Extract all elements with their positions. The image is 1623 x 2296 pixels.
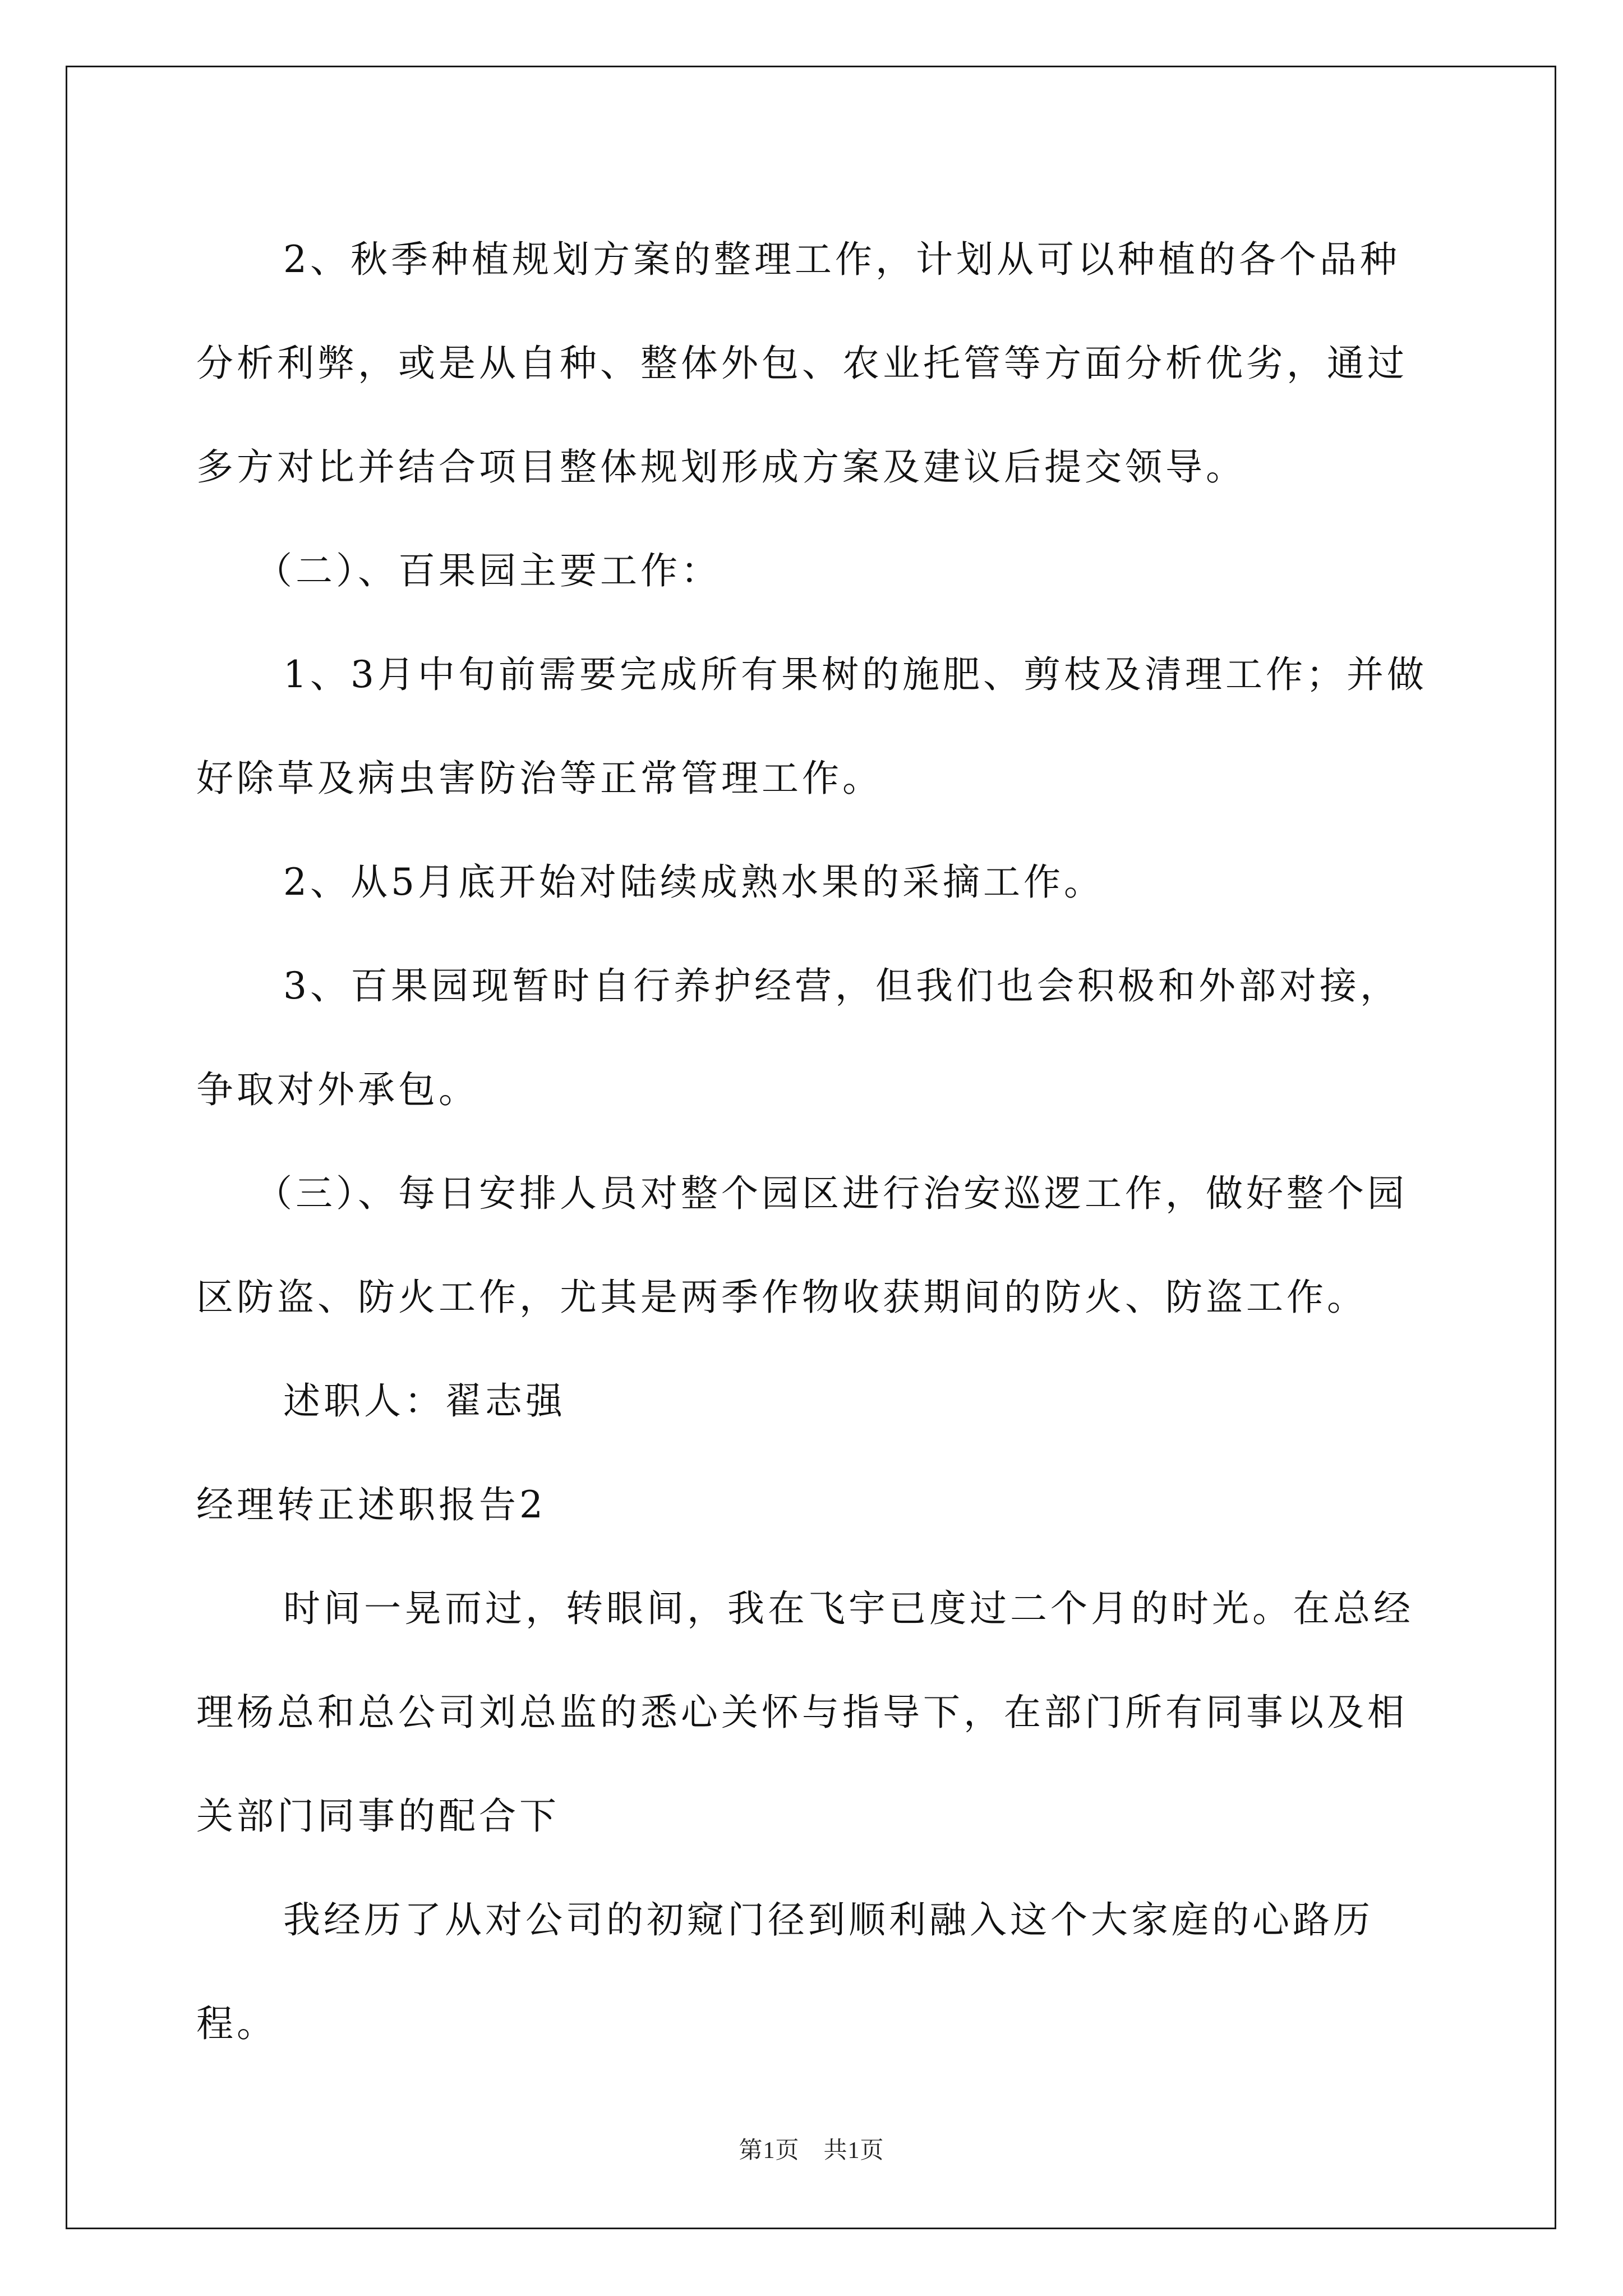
paragraph-orchard-picking: 2、从5月底开始对陆续成熟水果的采摘工作。 (283, 861, 1104, 904)
paragraph-autumn-planting: 2、秋季种植规划方案的整理工作，计划从可以种植的各个品种分析利弊，或是从自种、整体外包、农业托管等方面分析优劣，通过多方对比并结合项目整体规划形成方案及建议后提交领导。 (196, 238, 1408, 489)
paragraph-orchard-contract: 3、百果园现暂时自行养护经营，但我们也会积极和外部对接，争取对外承包。 (196, 964, 1400, 1111)
paragraph-security-patrol: （三）、每日安排人员对整个园区进行治安巡逻工作，做好整个园区防盗、防火工作，尤其是两季作物收获期间的防火、防盗工作。 (196, 1172, 1408, 1319)
paragraph-journey: 我经历了从对公司的初窥门径到顺利融入这个大家庭的心路历程。 (196, 1898, 1373, 2045)
reporter-signature: 述职人：翟志强 (283, 1379, 566, 1423)
report-title: 经理转正述职报告2 (196, 1483, 546, 1526)
paragraph-orchard-fertilize: 1、3月中旬前需要完成所有果树的施肥、剪枝及清理工作；并做好除草及病虫害防治等正常管理工作。 (196, 653, 1427, 800)
page-footer: 第1页 共1页 (739, 2138, 884, 2164)
section-heading-orchard: （二）、百果园主要工作： (255, 549, 721, 592)
document-body (196, 208, 1436, 2076)
paragraph-intro: 时间一晃而过，转眼间，我在飞宇已度过二个月的时光。在总经理杨总和总公司刘总监的悉心关怀与指导下，在部门所有同事以及相关部门同事的配合下 (196, 1587, 1414, 1838)
